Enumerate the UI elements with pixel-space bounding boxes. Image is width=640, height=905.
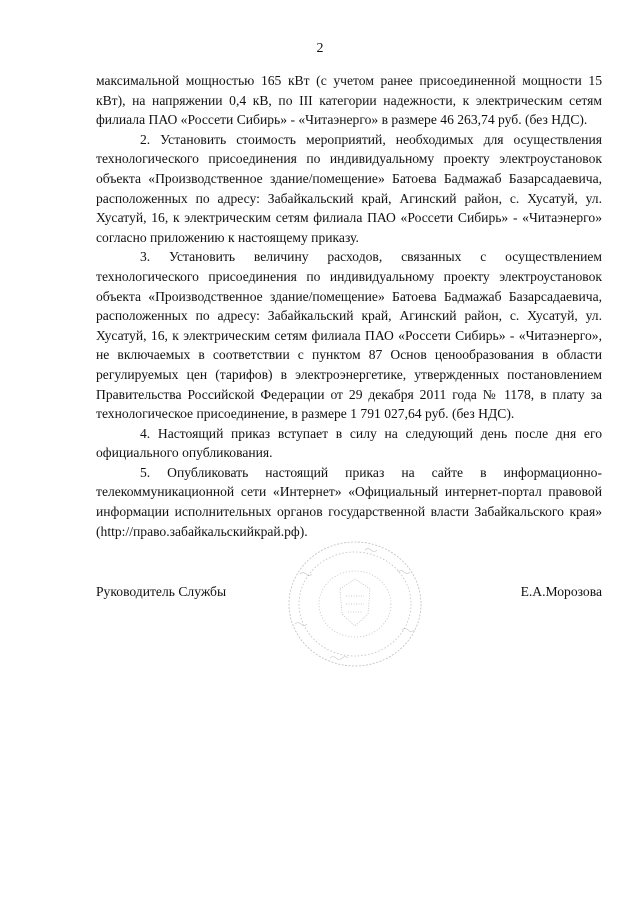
paragraph-item-3: 3. Установить величину расходов, связанных с осуществлением технологического присоединения по индивидуальному проекту электроустановок объекта «Производственное здание/помещение» Батоева Бадмажаб Базарсадаевича, расположенных по адресу: Забайкальский край, Агинский район, с. Хусатуй, ул. Хусатуй, 16, к электрическим сетям филиала ПАО «Россети Сибирь» - «Читаэнерго», не включаемых в соответствии с пунктом 87 Основ ценообразования в области регулируемых цен (тарифов) в электроэнергетике, утвержденных постановлением Правительства Российской Федерации от 29 декабря 2011 года № 1178, в плату за технологическое присоединение, в размере 1 791 027,64 руб. (без НДС). [96,249,602,422]
signatory-position: Руководитель Службы [96,584,227,599]
paragraph-item-2: 2. Установить стоимость мероприятий, необходимых для осуществления технологического присоединения по индивидуальному проекту электроустановок объекта «Производственное здание/помещение» Батоева Бадмажаб Базарсадаевича, расположенных по адресу: Забайкальский край, Агинский район, с. Хусатуй, ул. Хусатуй, 16, к электрическим сетям филиала ПАО «Россети Сибирь» - «Читаэнерго» согласно приложению к настоящему приказу. [96,131,602,245]
page-number: 2 [316,41,324,56]
official-stamp [280,534,430,674]
signature-block [96,582,602,602]
signatory-name: Е.А.Морозова [520,584,602,599]
paragraph-continuation: максимальной мощностью 165 кВт (с учетом ранее присоединенной мощности 15 кВт), на напряжении 0,4 кВ, по III категории надежности, к электрическим сетям филиала ПАО «Россети Сибирь» - «Читаэнерго» в размере 46 263,74 руб. (без НДС). [96,73,602,128]
paragraph-item-4: 4. Настоящий приказ вступает в силу на следующий день после дня его официального опубликования. [96,425,602,461]
paragraph-item-5: 5. Опубликовать настоящий приказ на сайте в информационно-телекоммуникационной сети «Интернет» «Официальный интернет-портал правовой информации исполнительных органов государственной власти Забайкальского края» (http://право.забайкальскийкрай.рф). [96,464,602,539]
document-body [96,71,602,541]
